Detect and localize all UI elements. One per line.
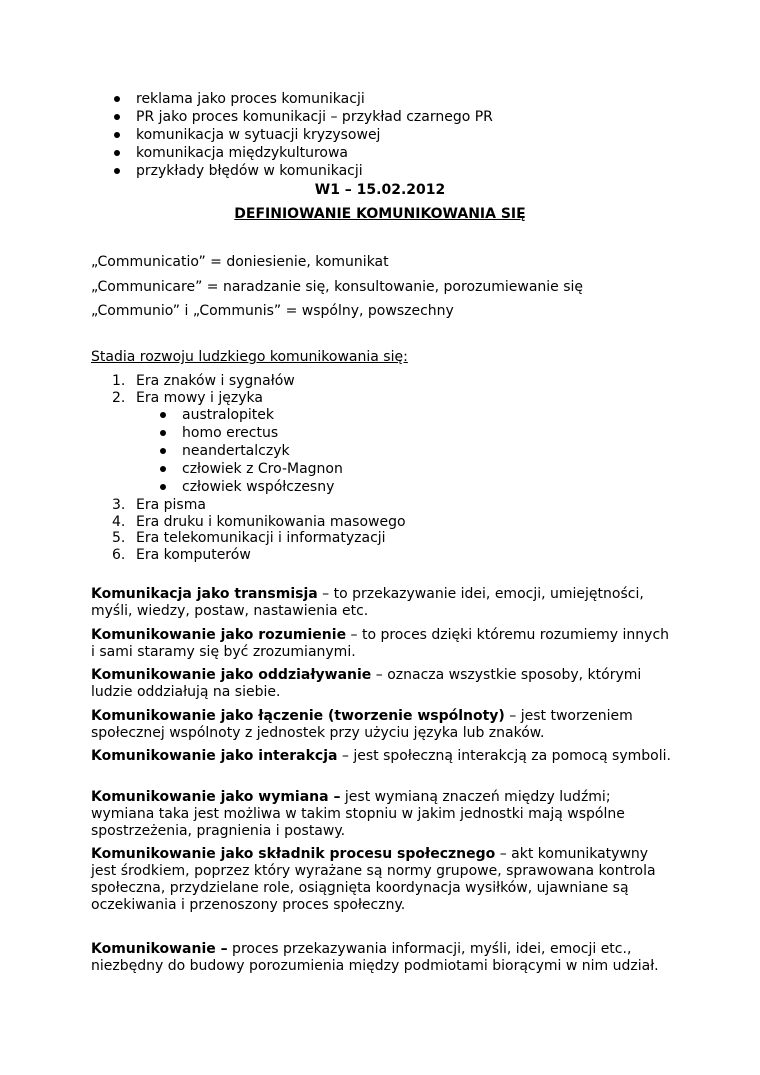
sub-bullet-item: człowiek z Cro-Magnon	[158, 460, 343, 478]
stage-item	[112, 547, 406, 564]
definition-text: – jest społeczną interakcją za pomocą symboli.	[337, 748, 671, 764]
sub-bullet-item: neandertalczyk	[158, 442, 343, 460]
lecture-date-heading: W1 – 15.02.2012	[314, 182, 446, 198]
intro-bullet-list	[112, 90, 493, 180]
definition-paragraph	[91, 748, 671, 765]
definition-paragraph	[91, 708, 671, 742]
definition-paragraph	[91, 846, 671, 914]
stage-item	[112, 373, 295, 390]
definition-term: Komunikowanie jako interakcja	[91, 748, 338, 764]
sub-bullet-item: australopitek	[158, 406, 343, 424]
stage-text: Era pisma	[136, 497, 206, 513]
stage-number: 3.	[112, 497, 126, 513]
stage-number: 4.	[112, 513, 126, 530]
definition-term: Komunikowanie jako składnik procesu społecznego	[91, 846, 496, 862]
definition-term: Komunikowanie jako łączenie (tworzenie wspólnoty)	[91, 708, 505, 724]
stages-list	[112, 373, 295, 406]
etymology-line: „Communicare” = naradzanie się, konsultowanie, porozumiewanie się	[91, 279, 584, 295]
stage-item	[112, 514, 406, 531]
stage-number: 2.	[112, 389, 126, 406]
definition-text: jest wymianą znaczeń między ludźmi; wymiana taka jest możliwa w takim stopniu w jakim jednostki mają wspólne spostrzeżenia, pragnienia i postawy.	[91, 789, 625, 839]
sub-bullet-item: homo erectus	[158, 424, 343, 442]
definition-text: – akt komunikatywny jest środkiem, poprzez który wyrażane są normy grupowe, sprawowana kontrola społeczna, przydzielane role, osiągnięta koordynacja wysiłków, ujawniane są oczekiwania i przenoszony proces społeczny.	[91, 846, 656, 913]
definition-term: Komunikowanie –	[91, 941, 228, 957]
stage-text: Era druku i komunikowania masowego	[136, 513, 406, 530]
intro-bullet-item: reklama jako proces komunikacji	[112, 90, 493, 108]
sub-bullet-item: człowiek współczesny	[158, 478, 343, 496]
definition-text: – oznacza wszystkie sposoby, którymi ludzie oddziałują na siebie.	[91, 667, 642, 700]
stage-text: Era telekomunikacji i informatyzacji	[136, 530, 386, 546]
definition-term: Komunikowanie jako wymiana –	[91, 789, 341, 805]
definition-text: – to przekazywanie idei, emocji, umiejętności, myśli, wiedzy, postaw, nastawienia etc.	[91, 586, 644, 619]
stages-list-continued	[112, 497, 406, 563]
stage-item	[112, 497, 406, 514]
definition-text: – jest tworzeniem społecznej wspólnoty z jednostek przy użyciu języka lub znaków.	[91, 708, 633, 741]
definition-paragraph	[91, 586, 671, 620]
page-title: DEFINIOWANIE KOMUNIKOWANIA SIĘ	[234, 206, 526, 222]
stage-item	[112, 530, 406, 547]
etymology-line: „Communicatio” = doniesienie, komunikat	[91, 254, 389, 270]
definition-text: – to proces dzięki któremu rozumiemy innych i sami staramy się być zrozumianymi.	[91, 627, 670, 660]
stage-text: Era znaków i sygnałów	[136, 373, 295, 389]
intro-bullet-item: przykłady błędów w komunikacji	[112, 162, 493, 180]
stage-number: 1.	[112, 373, 126, 389]
definition-term: Komunikowanie jako oddziaływanie	[91, 667, 372, 683]
stage-number: 6.	[112, 546, 126, 563]
stage2-sub-list	[158, 406, 343, 496]
etymology-line: „Communio” i „Communis” = wspólny, powszechny	[91, 303, 454, 319]
definition-term: Komunikacja jako transmisja	[91, 586, 318, 602]
definition-paragraph	[91, 789, 671, 840]
intro-bullet-item: komunikacja międzykulturowa	[112, 144, 493, 162]
definition-paragraph	[91, 627, 671, 661]
stage-text: Era mowy i języka	[136, 389, 263, 406]
stages-heading: Stadia rozwoju ludzkiego komunikowania się:	[91, 349, 408, 365]
intro-bullet-item: komunikacja w sytuacji kryzysowej	[112, 126, 493, 144]
stage-number: 5.	[112, 530, 126, 546]
stage-text: Era komputerów	[136, 546, 251, 563]
stage-item	[112, 390, 295, 407]
definition-text: proces przekazywania informacji, myśli, idei, emocji etc., niezbędny do budowy porozumienia między podmiotami biorącymi w nim udział.	[91, 941, 659, 974]
intro-bullet-item: PR jako proces komunikacji – przykład czarnego PR	[112, 108, 493, 126]
definition-paragraph	[91, 667, 671, 701]
definition-term: Komunikowanie jako rozumienie	[91, 627, 347, 643]
definition-paragraph	[91, 941, 671, 975]
